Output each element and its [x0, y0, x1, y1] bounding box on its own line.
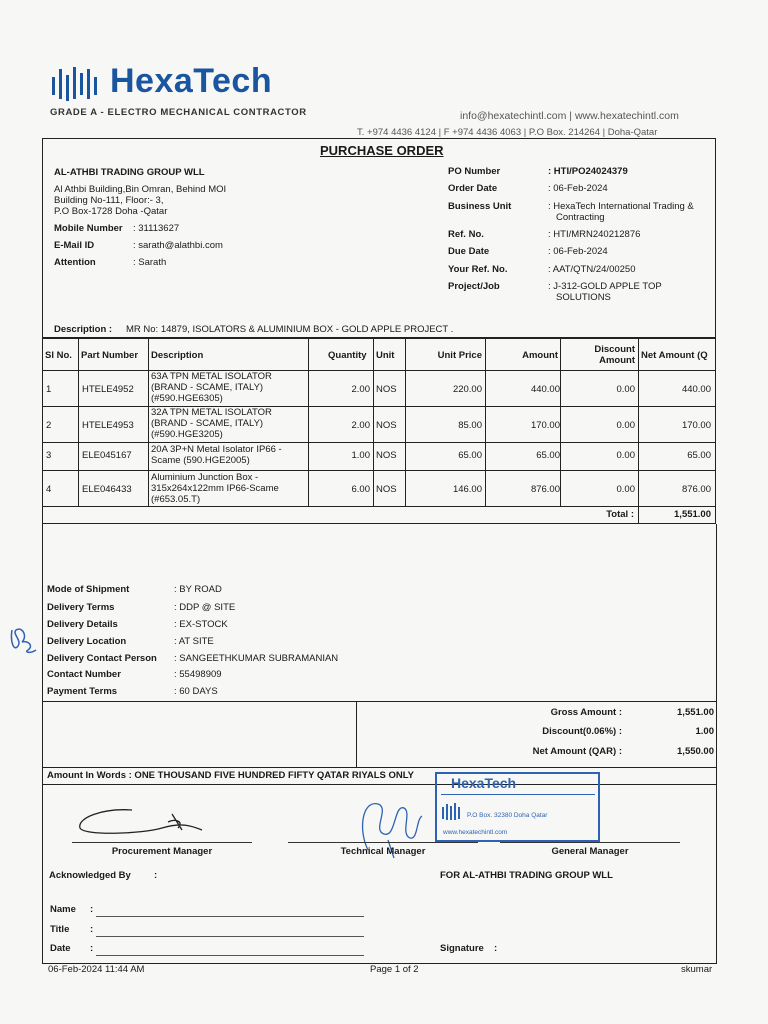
your-ref-value: : AAT/QTN/24/00250 [548, 264, 636, 275]
vendor-name: AL-ATHBI TRADING GROUP WLL [54, 167, 205, 178]
row-part: HTELE4953 [82, 420, 134, 431]
name-field[interactable] [96, 916, 364, 917]
header-part-number: Part Number [81, 350, 139, 361]
for-company-label: FOR AL-ATHBI TRADING GROUP WLL [440, 870, 613, 881]
stamp-brand: HexaTech [451, 775, 517, 791]
description-label: Description : [54, 324, 113, 335]
row-part: ELE046433 [82, 484, 132, 495]
row-unit: NOS [376, 384, 397, 395]
business-unit-value-2: Contracting [556, 212, 605, 223]
po-number-label: PO Number [448, 166, 501, 177]
net-amount-value: 1,550.00 [677, 746, 714, 757]
hexatech-logo-icon [50, 65, 108, 103]
initial-mark-icon [6, 624, 40, 658]
gross-amount-value: 1,551.00 [677, 707, 714, 718]
row-desc-2: (BRAND - SCAME, ITALY) [151, 382, 264, 393]
header-sl-no: Sl No. [45, 350, 72, 361]
row-desc-2: (BRAND - SCAME, ITALY) [151, 418, 264, 429]
term-label: Delivery Terms [47, 602, 115, 613]
project-value-2: SOLUTIONS [556, 292, 611, 303]
total-value: 1,551.00 [674, 509, 711, 520]
row-desc-1: 32A TPN METAL ISOLATOR [151, 407, 272, 418]
date-field[interactable] [96, 955, 364, 956]
description-value: MR No: 14879, ISOLATORS & ALUMINIUM BOX - GOLD APPLE PROJECT . [126, 324, 454, 335]
order-date-label: Order Date [448, 183, 498, 194]
header-amount: Amount [522, 350, 558, 361]
term-label: Contact Number [47, 669, 121, 680]
stamp-line-2: www.hexatechintl.com [443, 829, 508, 836]
date-colon: : [90, 943, 94, 954]
term-label: Payment Terms [47, 686, 118, 697]
row-price: 85.00 [458, 420, 482, 431]
business-unit-label: Business Unit [448, 201, 512, 212]
row-sl: 2 [46, 420, 52, 431]
row-desc-1: Aluminium Junction Box - [151, 472, 259, 483]
stamp-rule-icon [441, 794, 595, 795]
row-discount: 0.00 [616, 384, 635, 395]
procurement-signature-icon [72, 800, 212, 840]
project-value-1: : J-312-GOLD APPLE TOP [548, 281, 662, 292]
email-label: E-Mail ID [54, 240, 95, 251]
your-ref-label: Your Ref. No. [448, 264, 508, 275]
print-timestamp: 06-Feb-2024 11:44 AM [48, 964, 145, 975]
due-date-value: : 06-Feb-2024 [548, 246, 608, 257]
term-value: : 60 DAYS [174, 686, 218, 697]
discount-label: Discount(0.06%) : [542, 726, 622, 737]
contact-phone-address: T. +974 4436 4124 | F +974 4436 4063 | P.O Box. 214264 | Doha-Qatar [357, 127, 658, 138]
row-part: ELE045167 [82, 450, 132, 461]
business-unit-value-1: : HexaTech International Trading & [548, 201, 694, 212]
row-qty: 2.00 [351, 384, 370, 395]
term-value: : EX-STOCK [174, 619, 228, 630]
row-discount: 0.00 [616, 420, 635, 431]
term-label: Delivery Contact Person [47, 653, 157, 664]
term-value: : AT SITE [174, 636, 214, 647]
row-unit: NOS [376, 484, 397, 495]
row-desc-3: (#653.05.T) [151, 494, 201, 505]
amount-in-words: Amount In Words : ONE THOUSAND FIVE HUNDRED FIFTY QATAR RIYALS ONLY [47, 770, 414, 781]
stamp-line-1: P.O Box. 32380 Doha Qatar [467, 812, 548, 819]
term-value: : 55498909 [174, 669, 222, 680]
table-row [42, 470, 716, 506]
row-sl: 3 [46, 450, 52, 461]
row-discount: 0.00 [616, 484, 635, 495]
row-unit: NOS [376, 450, 397, 461]
page-title: PURCHASE ORDER [320, 143, 444, 158]
order-date-value: : 06-Feb-2024 [548, 183, 608, 194]
title-colon: : [90, 924, 94, 935]
stamp-logo-icon [441, 802, 463, 822]
term-label: Delivery Location [47, 636, 127, 647]
header-unit: Unit [376, 350, 395, 361]
technical-manager-label: Technical Manager [340, 846, 426, 857]
mobile-value: : 31113627 [133, 223, 180, 234]
row-desc-3: (#590.HGE3205) [151, 429, 223, 440]
header-quantity: Quantity [328, 350, 367, 361]
header-discount-2: Amount [599, 355, 635, 366]
header-description: Description [151, 350, 204, 361]
row-part: HTELE4952 [82, 384, 134, 395]
mobile-label: Mobile Number [54, 223, 123, 234]
attention-label: Attention [54, 257, 96, 268]
table-row [42, 406, 716, 442]
name-label: Name [50, 904, 76, 915]
row-net: 170.00 [681, 420, 711, 431]
row-amount: 440.00 [530, 384, 560, 395]
term-label: Mode of Shipment [47, 584, 130, 595]
header-net-amount: Net Amount (Q [641, 350, 708, 361]
signature-label: Signature [440, 943, 484, 954]
vendor-address-3: P.O Box-1728 Doha -Qatar [54, 206, 168, 217]
row-desc-1: 63A TPN METAL ISOLATOR [151, 371, 272, 382]
row-qty: 2.00 [351, 420, 370, 431]
row-net: 876.00 [681, 484, 711, 495]
row-sl: 1 [46, 384, 52, 395]
gross-amount-label: Gross Amount : [550, 707, 622, 718]
row-amount: 170.00 [530, 420, 560, 431]
table-row [42, 370, 716, 406]
row-desc-3: (#590.HGE6305) [151, 393, 223, 404]
row-desc-2: Scame (590.HGE2005) [151, 455, 250, 466]
row-amount: 65.00 [536, 450, 560, 461]
row-sl: 4 [46, 484, 52, 495]
row-price: 146.00 [452, 484, 482, 495]
row-qty: 1.00 [351, 450, 370, 461]
printed-by-user: skumar [681, 964, 713, 975]
term-value: : BY ROAD [174, 584, 222, 595]
date-label: Date [50, 943, 71, 954]
email-value: : sarath@alathbi.com [133, 240, 223, 251]
term-value: : DDP @ SITE [174, 602, 236, 613]
row-price: 220.00 [452, 384, 482, 395]
contact-email-web: info@hexatechintl.com | www.hexatechintl.com [460, 110, 679, 122]
row-net: 65.00 [687, 450, 711, 461]
term-label: Delivery Details [47, 619, 118, 630]
po-number-value: : HTI/PO24024379 [548, 166, 628, 177]
vendor-address-2: Building No-111, Floor:- 3, [54, 195, 164, 206]
project-label: Project/Job [448, 281, 500, 292]
header-discount-1: Discount [594, 344, 635, 355]
net-amount-label: Net Amount (QAR) : [532, 746, 622, 757]
company-name: HexaTech [110, 62, 273, 100]
ref-no-label: Ref. No. [448, 229, 484, 240]
row-unit: NOS [376, 420, 397, 431]
row-desc-1: 20A 3P+N Metal Isolator IP66 - [151, 444, 282, 455]
signature-colon: : [494, 943, 498, 954]
row-discount: 0.00 [616, 450, 635, 461]
general-manager-label: General Manager [551, 846, 629, 857]
acknowledged-by-colon: : [154, 870, 158, 881]
total-label: Total : [606, 509, 634, 520]
row-amount: 876.00 [530, 484, 560, 495]
title-label: Title [50, 924, 70, 935]
ref-no-value: : HTI/MRN240212876 [548, 229, 641, 240]
row-desc-2: 315x264x122mm IP66-Scame [151, 483, 279, 494]
due-date-label: Due Date [448, 246, 490, 257]
acknowledged-by-label: Acknowledged By [49, 870, 131, 881]
attention-value: : Sarath [133, 257, 167, 268]
row-qty: 6.00 [351, 484, 370, 495]
discount-value: 1.00 [695, 726, 714, 737]
row-price: 65.00 [458, 450, 482, 461]
company-stamp [435, 772, 600, 842]
term-value: : SANGEETHKUMAR SUBRAMANIAN [174, 653, 339, 664]
table-row [42, 442, 716, 470]
name-colon: : [90, 904, 94, 915]
vendor-address-1: Al Athbi Building,Bin Omran, Behind MOI [54, 184, 227, 195]
row-net: 440.00 [681, 384, 711, 395]
title-field[interactable] [96, 936, 364, 937]
procurement-manager-label: Procurement Manager [111, 846, 213, 857]
page-number: Page 1 of 2 [370, 964, 419, 975]
company-tagline: GRADE A - ELECTRO MECHANICAL CONTRACTOR [50, 107, 307, 118]
header-unit-price: Unit Price [437, 350, 482, 361]
